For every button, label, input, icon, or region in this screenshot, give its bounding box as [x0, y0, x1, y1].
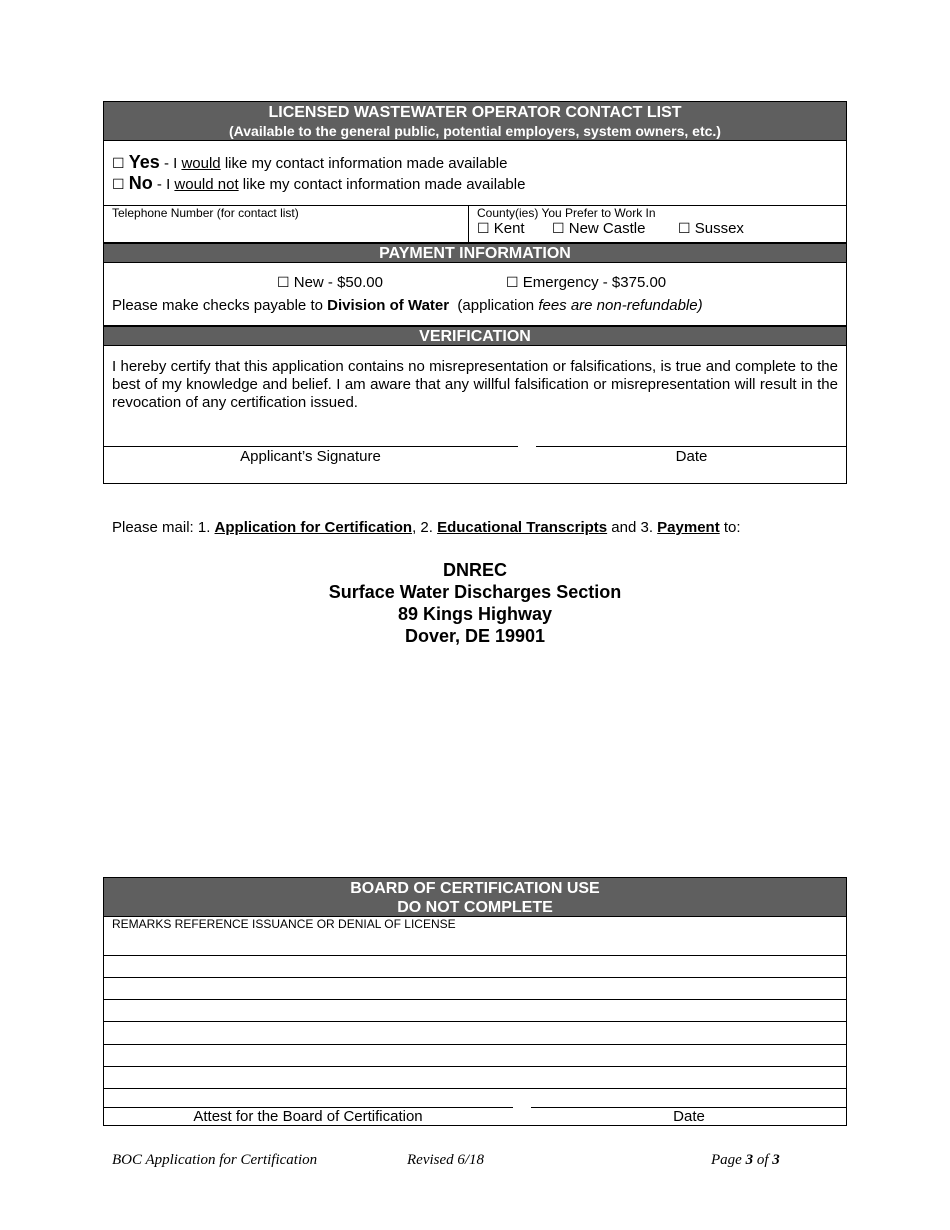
remarks-line[interactable] [103, 1088, 847, 1089]
signature-label: Applicant’s Signature [240, 448, 381, 465]
payment-new-label: New - $50.00 [293, 274, 383, 291]
remarks-line[interactable] [103, 1044, 847, 1045]
payment-header [103, 243, 847, 263]
attest-label: Attest for the Board of Certification [193, 1108, 423, 1125]
payment-emergency-label: Emergency - $375.00 [522, 274, 667, 291]
yes-pre: - I [159, 155, 182, 172]
checks-mid: (application [449, 297, 539, 314]
mail-item-payment: Payment [657, 519, 720, 536]
checkbox-emergency-icon[interactable]: ☐ [506, 275, 519, 291]
footer-page-mid: of [753, 1152, 773, 1168]
yes-post: like my contact information made available [220, 155, 508, 172]
remarks-line[interactable] [103, 1066, 847, 1067]
checkbox-new-castle-icon[interactable]: ☐ [552, 221, 565, 237]
county-label: County(ies) You Prefer to Work In [477, 206, 656, 220]
yes-word: Yes [128, 152, 160, 172]
option-no[interactable] [112, 172, 525, 196]
checkbox-new-icon[interactable]: ☐ [277, 275, 290, 291]
county-new-castle-label: New Castle [568, 220, 646, 237]
checks-bold: Division of Water [327, 297, 450, 314]
footer-revised: Revised 6/18 [407, 1152, 485, 1168]
date-label: Date [675, 448, 708, 465]
payment-option-emergency[interactable] [506, 274, 666, 291]
checkbox-yes-icon[interactable]: ☐ [112, 156, 125, 172]
board-header [103, 877, 847, 917]
telephone-input[interactable] [104, 220, 467, 242]
address-line-1: DNREC [442, 560, 507, 580]
contact-list-header [103, 101, 847, 141]
divider [468, 205, 469, 243]
remarks-line[interactable] [103, 977, 847, 978]
mail-item-transcripts: Educational Transcripts [437, 519, 608, 536]
remarks-line[interactable] [103, 1021, 847, 1022]
checkbox-sussex-icon[interactable]: ☐ [678, 221, 691, 237]
date-line[interactable] [536, 446, 847, 447]
county-kent-label: Kent [493, 220, 525, 237]
address-line-2: Surface Water Discharges Section [328, 582, 622, 602]
remarks-line[interactable] [103, 999, 847, 1000]
board-title-line1: BOARD OF CERTIFICATION USE [350, 880, 600, 897]
county-kent[interactable] [477, 220, 525, 237]
verification-title: VERIFICATION [419, 328, 531, 345]
no-word: No [128, 173, 153, 193]
mail-sep2: and 3. [607, 519, 658, 536]
no-underlined: would not [174, 176, 239, 193]
board-title-line2: DO NOT COMPLETE [397, 899, 553, 916]
attest-date-label: Date [673, 1108, 705, 1125]
no-post: like my contact information made available [238, 176, 526, 193]
telephone-label: Telephone Number (for contact list) [112, 206, 299, 220]
county-sussex[interactable] [678, 220, 744, 237]
payment-checks-note [112, 297, 703, 314]
county-sussex-label: Sussex [694, 220, 744, 237]
no-pre: - I [152, 176, 175, 193]
checkbox-kent-icon[interactable]: ☐ [477, 221, 490, 237]
payment-title: PAYMENT INFORMATION [379, 245, 571, 262]
remarks-line[interactable] [103, 955, 847, 956]
checks-italic: fees are non-refundable) [538, 297, 703, 314]
verification-header [103, 326, 847, 346]
address-line-4: Dover, DE 19901 [404, 626, 546, 646]
mailing-address [0, 559, 950, 647]
mail-instructions [112, 519, 741, 536]
yes-underlined: would [181, 155, 221, 172]
checks-pre: Please make checks payable to [112, 297, 328, 314]
contact-list-title: LICENSED WASTEWATER OPERATOR CONTACT LIST [268, 104, 682, 121]
address-line-3: 89 Kings Highway [397, 604, 553, 624]
mail-post: to: [719, 519, 741, 536]
footer-page-pre: Page [711, 1152, 746, 1168]
county-new-castle[interactable] [552, 220, 645, 237]
remarks-label: REMARKS REFERENCE ISSUANCE OR DENIAL OF LICENSE [112, 917, 456, 931]
signature-line[interactable] [103, 446, 518, 447]
footer-page-total: 3 [772, 1152, 780, 1168]
verification-statement: I hereby certify that this application contains no misrepresentation or falsifications, is true and complete to the best of my knowledge and belief. I am aware that any willful falsification or misrepresentation will result in the revocation of any certification issued. [112, 358, 838, 411]
checkbox-no-icon[interactable]: ☐ [112, 177, 125, 193]
footer-page-num: 3 [745, 1152, 754, 1168]
mail-sep1: , 2. [412, 519, 438, 536]
footer-form-name: BOC Application for Certification [112, 1152, 318, 1168]
mail-item-application: Application for Certification [214, 519, 413, 536]
payment-option-new[interactable] [277, 274, 383, 291]
footer-page [711, 1152, 780, 1169]
payment-section [103, 262, 847, 326]
contact-list-subtitle: (Available to the general public, potential employers, system owners, etc.) [229, 123, 721, 139]
mail-pre: Please mail: 1. [112, 519, 215, 536]
